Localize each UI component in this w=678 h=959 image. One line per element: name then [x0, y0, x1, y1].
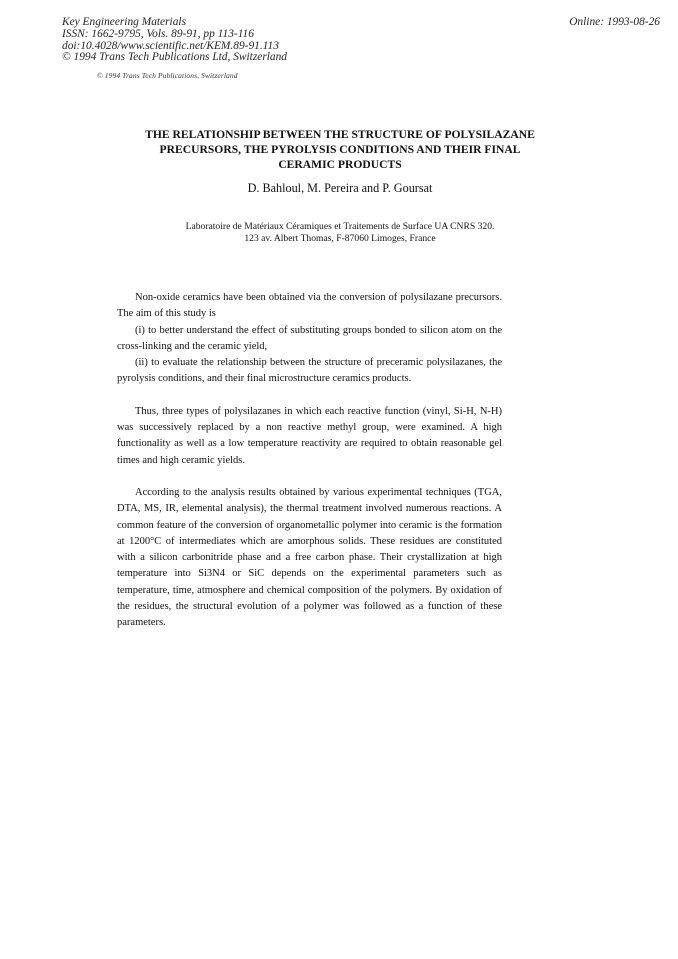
- affiliation: [90, 221, 590, 245]
- affiliation-line: 123 av. Albert Thomas, F-87060 Limoges, France: [244, 233, 436, 244]
- doi-link[interactable]: doi:10.4028/www.scientific.net/KEM.89-91.113: [62, 39, 279, 52]
- list-item: (i) to better understand the effect of substituting groups bonded to silicon atom on the cross-linking and the ceramic yield,: [117, 324, 502, 352]
- title-line: PRECURSORS, THE PYROLYSIS CONDITIONS AND THEIR FINAL: [159, 143, 521, 157]
- online-date: Online: 1993-08-26: [569, 16, 660, 28]
- affiliation-line: Laboratoire de Matériaux Céramiques et Traitements de Surface UA CNRS 320.: [185, 221, 495, 232]
- title-line: CERAMIC PRODUCTS: [278, 158, 402, 172]
- paragraph-intro: Non-oxide ceramics have been obtained via the conversion of polysilazane precursors. The aim of this study is: [117, 292, 502, 320]
- list-item: (ii) to evaluate the relationship between the structure of preceramic polysilazanes, the pyrolysis conditions, and their final microstructure ceramics products.: [117, 357, 502, 385]
- copyright-line: © 1994 Trans Tech Publications Ltd, Switzerland: [62, 51, 287, 64]
- issn-line: ISSN: 1662-9795, Vols. 89-91, pp 113-116: [62, 27, 254, 40]
- paper-title: [90, 127, 590, 173]
- body-text: [117, 290, 502, 632]
- authors: D. Bahloul, M. Pereira and P. Goursat: [247, 181, 433, 195]
- paragraph: Thus, three types of polysilazanes in which each reactive function (vinyl, Si-H, N-H) was successively replaced by a non reactive methyl group, were examined. A high functionality as well as a low temperature reactivity are required to obtain reasonable gel times and high ceramic yields.: [117, 405, 502, 466]
- paragraph: According to the analysis results obtained by various experimental techniques (TGA, DTA, MS, IR, elemental analysis), the thermal treatment involved numerous reactions. A common feature of the conversion of organometallic polymer into ceramic is the formation at 1200°C of intermediates which are amorphous solids. These residues are constituted with a silicon carbonitride phase and a free carbon phase. Their crystallization at high temperature into Si3N4 or SiC depends on the experimental parameters such as temperature, time, atmosphere and chemical composition of the polymers. By oxidation of the residues, the structural evolution of a polymer was followed as a function of these parameters.: [117, 486, 502, 629]
- title-line: THE RELATIONSHIP BETWEEN THE STRUCTURE OF POLYSILAZANE: [145, 128, 535, 141]
- journal-header: [62, 17, 482, 64]
- faint-copyright: © 1994 Trans Tech Publications, Switzerland: [97, 71, 238, 80]
- journal-name: Key Engineering Materials: [62, 16, 187, 28]
